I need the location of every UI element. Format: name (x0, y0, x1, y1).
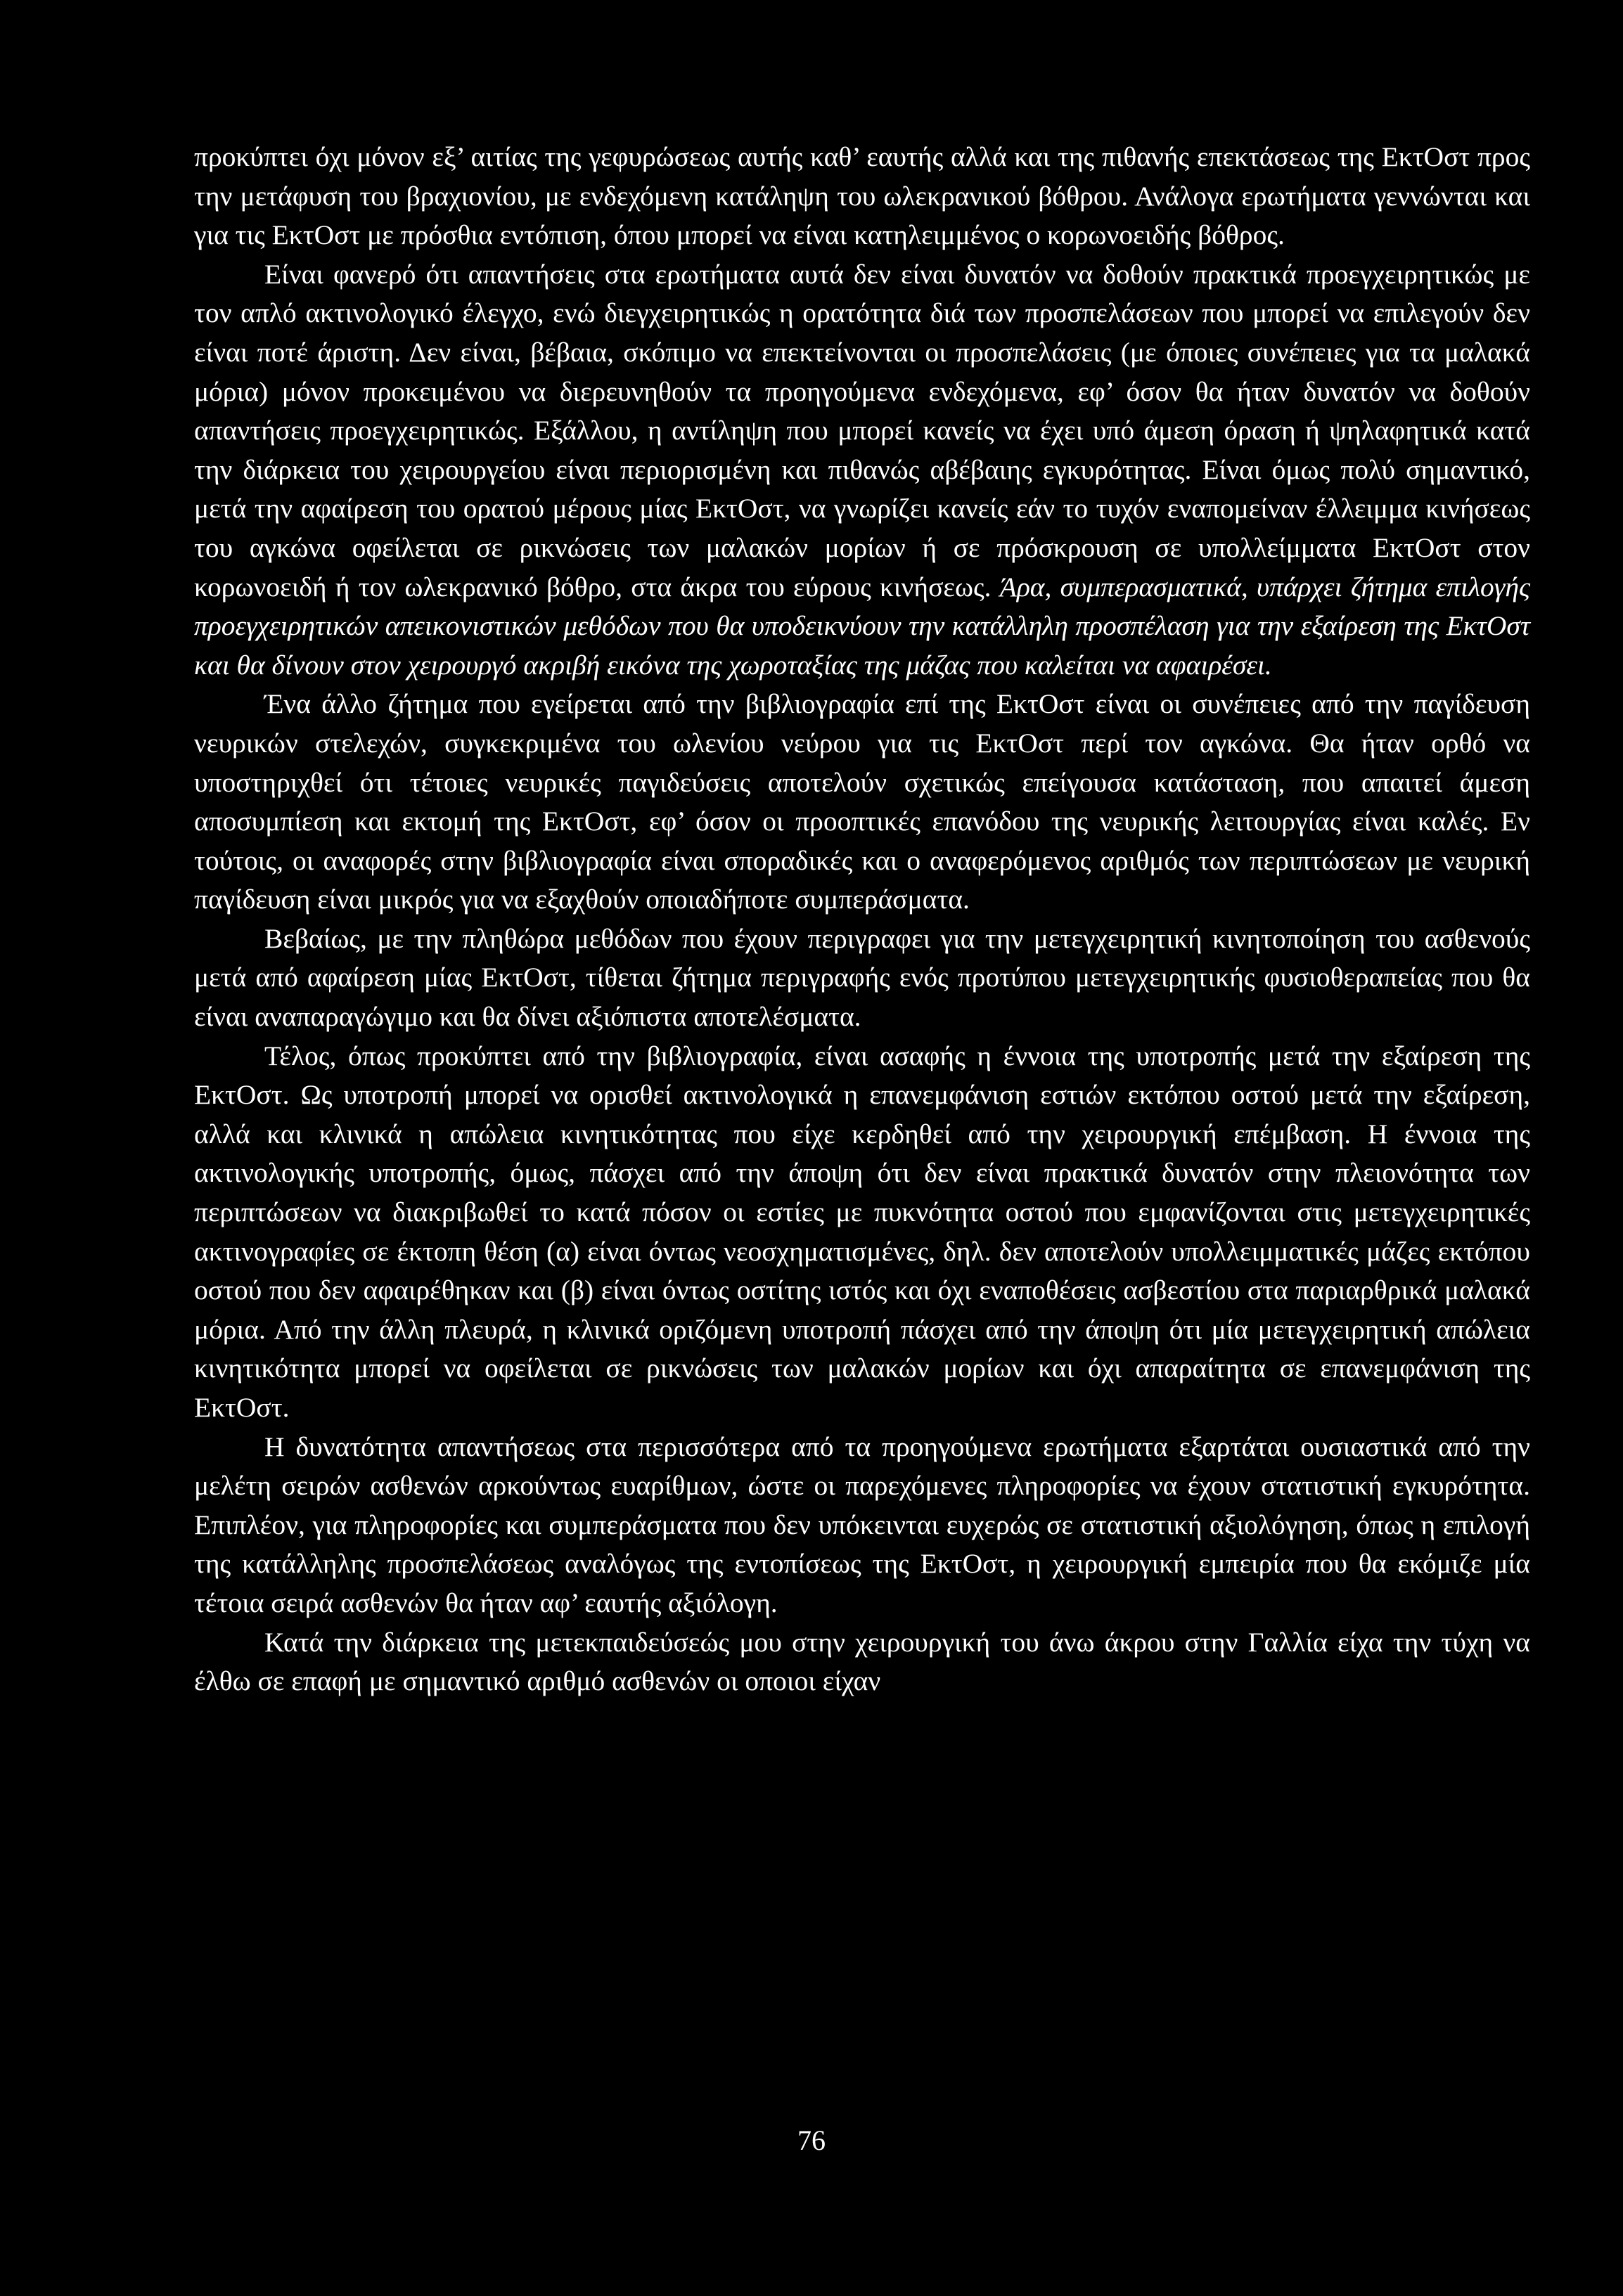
paragraph-5 (194, 1037, 1530, 1428)
paragraph-4 (194, 920, 1530, 1037)
paragraph-7-text: Κατά την διάρκεια της μετεκπαιδεύσεώς μου στην χειρουργική του άνω άκρου στην Γαλλία είχα την τύχη να έλθω σε επαφή με σημαντικό αριθμό ασθενών οι οποιοι είχαν (194, 1626, 1530, 1697)
paragraph-6 (194, 1428, 1530, 1623)
paragraph-3 (194, 685, 1530, 920)
paragraph-2-text: Είναι φανερό ότι απαντήσεις στα ερωτήματα αυτά δεν είναι δυνατόν να δοθούν πρακτικά προεγχειρητικώς με τον απλό ακτινολογικό έλεγχο, ενώ διεγχειρητικώς η ορατότητα διά των προσπελάσεων που μπορεί να επιλεγούν δεν είναι ποτέ άριστη. Δεν είναι, βέβαια, σκόπιμο να επεκτείνονται οι προσπελάσεις (με όποιες συνέπειες για τα μαλακά μόρια) μόνον προκειμένου να διερευνηθούν τα προηγούμενα ενδεχόμενα, εφ’ όσον θα ήταν δυνατόν να δοθούν απαντήσεις προεγχειρητικώς. Εξάλλου, η αντίληψη που μπορεί κανείς να έχει υπό άμεση όραση ή ψηλαφητικά κατά την διάρκεια του χειρουργείου είναι περιορισμένη και πιθανώς αβέβαιης εγκυρότητας. Είναι όμως πολύ σημαντικό, μετά την αφαίρεση του ορατού μέρους μίας ΕκτΟστ, να γνωρίζει κανείς εάν το τυχόν εναπομείναν έλλειμμα κινήσεως του αγκώνα οφείλεται σε ρικνώσεις των μαλακών μορίων ή σε πρόσκρουση σε υπολλείμματα ΕκτΟστ στον κορωνοειδή ή τον ωλεκρανικό βόθρο, στα άκρα του εύρους κινήσεως. (194, 258, 1530, 602)
paragraph-2-italic-conclusion: Άρα, συμπερασματικά, υπάρχει ζήτημα επιλογής προεγχειρητικών απεικονιστικών μεθόδων που θα υποδεικνύουν την κατάλληλη προσπέλαση για την εξαίρεση της ΕκτΟστ και θα δίνουν στον χειρουργό ακριβή εικόνα της χωροταξίας της μάζας που καλείται να αφαιρέσει. (194, 571, 1530, 681)
paragraph-1 (194, 138, 1530, 255)
paragraph-5-text: Τέλος, όπως προκύπτει από την βιβλιογραφία, είναι ασαφής η έννοια της υποτροπής μετά την εξαίρεση της ΕκτΟστ. Ως υποτροπή μπορεί να ορισθεί ακτινολογικά η επανεμφάνιση εστιών εκτόπου οστού μετά την εξαίρεση, αλλά και κλινικά η απώλεια κινητικότητας που είχε κερδηθεί από την χειρουργική επέμβαση. Η έννοια της ακτινολογικής υποτροπής, όμως, πάσχει από την άποψη ότι δεν είναι πρακτικά δυνατόν στην πλειονότητα των περιπτώσεων να διακριβωθεί το κατά πόσον οι εστίες με πυκνότητα οστού που εμφανίζονται στις μετεγχειρητικές ακτινογραφίες σε έκτοπη θέση (α) είναι όντως νεοσχηματισμένες, δηλ. δεν αποτελούν υπολλειμματικές μάζες εκτόπου οστού που δεν αφαιρέθηκαν και (β) είναι όντως οστίτης ιστός και όχι εναποθέσεις ασβεστίου στα παριαρθρικά μαλακά μόρια. Από την άλλη πλευρά, η κλινικά οριζόμενη υποτροπή πάσχει από την άποψη ότι μία μετεγχειρητική απώλεια κινητικότητα μπορεί να οφείλεται σε ρικνώσεις των μαλακών μορίων και όχι απαραίτητα σε επανεμφάνιση της ΕκτΟστ. (194, 1040, 1530, 1423)
paragraph-3-text: Ένα άλλο ζήτημα που εγείρεται από την βιβλιογραφία επί της ΕκτΟστ είναι οι συνέπειες από την παγίδευση νευρικών στελεχών, συγκεκριμένα του ωλενίου νεύρου για τις ΕκτΟστ περί τον αγκώνα. Θα ήταν ορθό να υποστηριχθεί ότι τέτοιες νευρικές παγιδεύσεις αποτελούν σχετικώς επείγουσα κατάσταση, που απαιτεί άμεση αποσυμπίεση και εκτομή της ΕκτΟστ, εφ’ όσον οι προοπτικές επανόδου της νευρικής λειτουργίας είναι καλές. Εν τούτοις, οι αναφορές στην βιβλιογραφία είναι σποραδικές και ο αναφερόμενος αριθμός των περιπτώσεων με νευρική παγίδευση είναι μικρός για να εξαχθούν οποιαδήποτε συμπεράσματα. (194, 688, 1530, 915)
paragraph-4-text: Βεβαίως, με την πληθώρα μεθόδων που έχουν περιγραφει για την μετεγχειρητική κινητοποίηση του ασθενούς μετά από αφαίρεση μίας ΕκτΟστ, τίθεται ζήτημα περιγραφής ενός προτύπου μετεγχειρητικής φυσιοθεραπείας που θα είναι αναπαραγώγιμο και θα δίνει αξιόπιστα αποτελέσματα. (194, 922, 1530, 1033)
paragraph-2 (194, 255, 1530, 685)
paragraph-6-text: Η δυνατότητα απαντήσεως στα περισσότερα από τα προηγούμενα ερωτήματα εξαρτάται ουσιαστικά από την μελέτη σειρών ασθενών αρκούντως ευαρίθμων, ώστε οι παρεχόμενες πληροφορίες να έχουν στατιστική εγκυρότητα. Επιπλέον, για πληροφορίες και συμπεράσματα που δεν υπόκεινται ευχερώς σε στατιστική αξιολόγηση, όπως η επιλογή της κατάλληλης προσπελάσεως αναλόγως της εντοπίσεως της ΕκτΟστ, η χειρουργική εμπειρία που θα εκόμιζε μία τέτοια σειρά ασθενών θα ήταν αφ’ εαυτής αξιόλογη. (194, 1431, 1530, 1618)
document-page (194, 138, 1530, 1701)
paragraph-7 (194, 1623, 1530, 1701)
paragraph-1-text: προκύπτει όχι μόνον εξ’ αιτίας της γεφυρώσεως αυτής καθ’ εαυτής αλλά και της πιθανής επεκτάσεως της ΕκτΟστ προς την μετάφυση του βραχιονίου, με ενδεχόμενη κατάληψη του ωλεκρανικού βόθρου. Ανάλογα ερωτήματα γεννώνται και για τις ΕκτΟστ με πρόσθια εντόπιση, όπου μπορεί να είναι κατηλειμμένος ο κορωνοειδής βόθρος. (194, 141, 1530, 251)
page-number: 76 (797, 2124, 826, 2156)
